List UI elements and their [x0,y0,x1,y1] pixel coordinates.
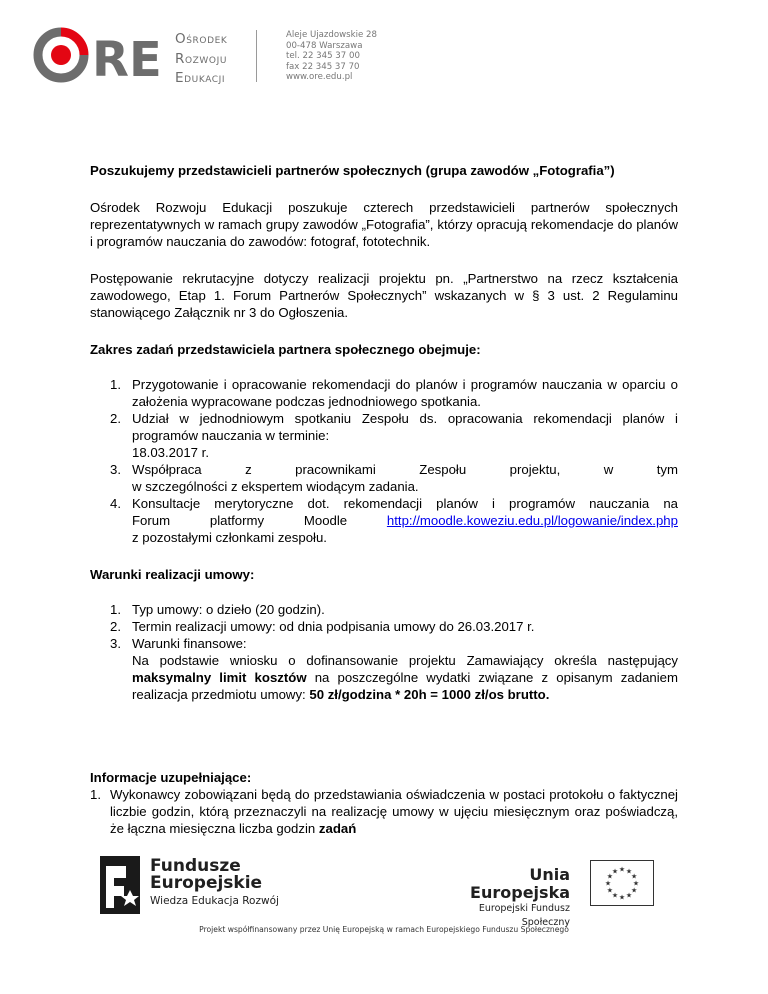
letterhead [0,0,768,110]
eu-flag-icon [590,860,654,906]
unia-europejska-text: Unia Europejska Europejski Fundusz Społeczny [470,865,570,928]
list-item: 3. Współpraca z pracownikami Zespołu projektu, w tym w szczególności z ekspertem wiodącym zadania. [110,462,678,494]
document-body [90,162,678,837]
cost-limit-emphasis: maksymalny limit kosztów [132,670,307,685]
address-line: fax 22 345 37 70 [286,61,360,72]
address-line: www.ore.edu.pl [286,72,353,83]
eu-star-icon: ★ [625,867,633,876]
header-divider [256,30,257,82]
fundusze-europejskie-logo-icon [100,856,140,914]
footer [0,840,768,994]
address-line: tel. 22 345 37 00 [286,51,360,62]
list-item: 1. Przygotowanie i opracowanie rekomendacji do planów i programów nauczania w oparciu o założenia wypracowane podczas jednodniowego spotkania. [110,377,678,409]
svg-text:RE: RE [92,32,162,84]
info-heading: Informacje uzupełniające: [90,770,252,785]
list-item: 4. Konsultacje merytoryczne dot. rekomendacji planów i programów nauczania na Forum platformy Moodle http://moodle.koweziu.edu.pl/logowanie/index.php z pozostałymi członkami zespołu. [110,496,678,545]
eu-star-icon: ★ [625,891,633,900]
address-block [286,30,377,83]
eu-star-icon: ★ [618,893,626,902]
eu-star-icon: ★ [606,872,614,881]
list-item: 2. Udział w jednodniowym spotkaniu Zespołu ds. opracowania rekomendacji planów i programów nauczania w terminie: 18.03.2017 r. [110,411,678,460]
list-item: 1. Wykonawcy zobowiązani będą do przedstawiania oświadczenia w postaci protokołu o faktycznej liczbie godzin, którą przeznaczyli na realizację umowy w ujęciu miesięcznym oraz poświadczą, że łączna miesięczna liczba godzin zadań [90,787,678,836]
tasks-heading: Zakres zadań przedstawiciela partnera społecznego obejmuje: [90,342,481,357]
address-line: Aleje Ujazdowskie 28 [286,30,377,40]
eu-star-icon: ★ [630,886,638,895]
info-list [90,786,678,837]
organization-name [175,30,227,89]
address-line: 00-478 Warszawa [286,40,363,51]
eu-star-icon: ★ [632,879,640,888]
org-name-line-3: Edukacji [175,70,226,86]
cofinancing-note: Projekt współfinansowany przez Unię Europejską w ramach Europejskiego Funduszu Społecznego [199,925,569,934]
list-item: 3. Warunki finansowe: Na podstawie wniosku o dofinansowanie projektu Zamawiający określa następujący maksymalny limit kosztów na poszczególne wydatki związane z opisanym zadaniem realizacja przedmiotu umowy: 50 zł/godzina * 20h = 1000 zł/os brutto. [110,636,678,702]
intro-paragraph: Ośrodek Rozwoju Edukacji poszukuje czterech przedstawicieli partnerów społecznych reprezentatywnych w ramach grupy zawodów „Fotografia”, którzy opracują rekomendacje do planów i programów nauczania do zawodów: fotograf, fototechnik. [90,200,678,249]
fundusze-europejskie-text: Fundusze Europejskie Wiedza Edukacja Rozwój [150,856,279,907]
procedure-paragraph: Postępowanie rekrutacyjne dotyczy realizacji projektu pn. „Partnerstwo na rzecz kształcenia zawodowego, Etap 1. Forum Partnerów Społecznych” wskazanych w § 3 ust. 2 Regulaminu stanowiącego Załącznik nr 3 do Ogłoszenia. [90,271,678,320]
document-title: Poszukujemy przedstawicieli partnerów społecznych (grupa zawodów „Fotografia”) [90,163,615,178]
tasks-list [110,376,678,546]
org-name-line-2: Rozwoju [175,50,228,67]
meeting-date: 18.03.2017 r. [132,445,209,460]
eu-star-icon: ★ [618,865,626,874]
conditions-list [110,601,678,703]
eu-star-icon: ★ [604,879,612,888]
eu-star-icon: ★ [611,867,619,876]
eu-star-icon: ★ [630,872,638,881]
eu-star-icon: ★ [606,886,614,895]
conditions-heading: Warunki realizacji umowy: [90,567,255,582]
eu-star-icon: ★ [611,891,619,900]
ore-logo-icon [32,26,162,84]
list-item: 2. Termin realizacji umowy: od dnia podpisania umowy do 26.03.2017 r. [110,619,535,634]
list-item: 1. Typ umowy: o dzieło (20 godzin). [110,602,325,617]
rate-amount: 50 zł/godzina * 20h = 1000 zł/os brutto. [309,687,550,702]
moodle-link[interactable]: http://moodle.koweziu.edu.pl/logowanie/index.php [386,513,678,528]
org-name-line-1: Ośrodek [175,31,228,47]
